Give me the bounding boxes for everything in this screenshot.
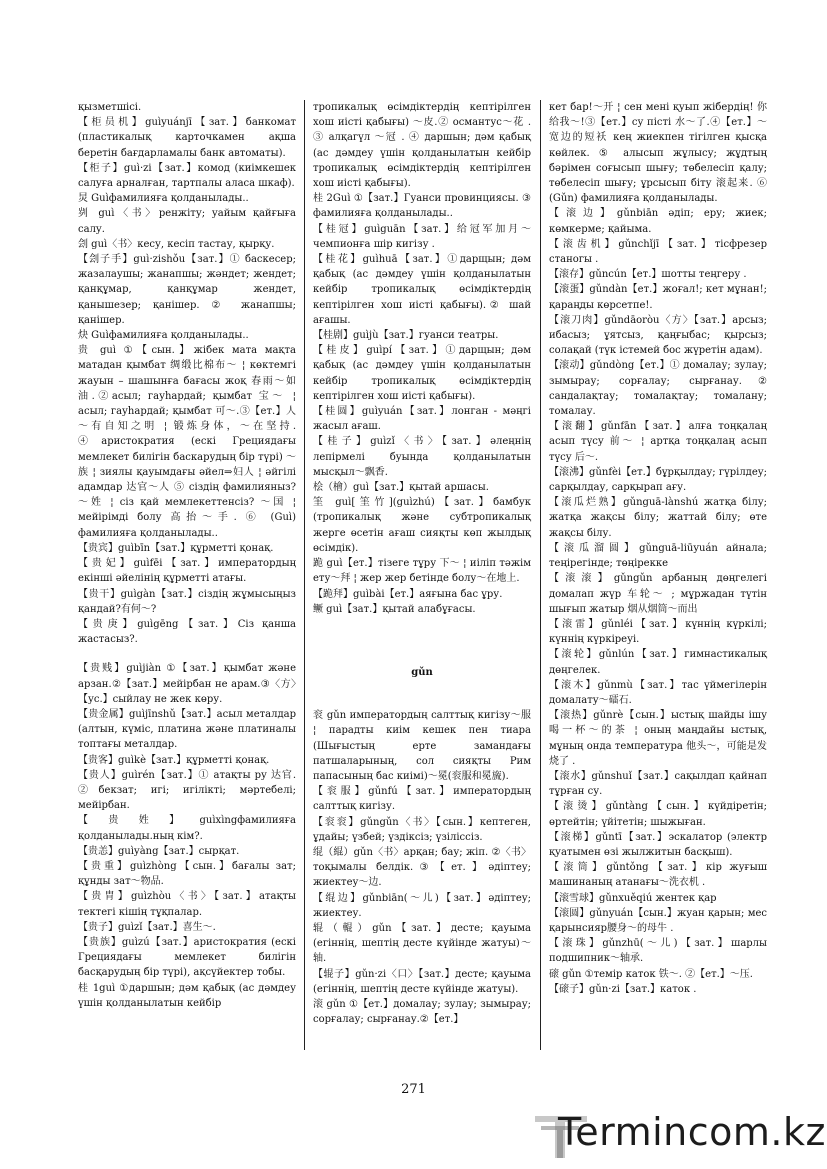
dictionary-column-2 <box>313 100 531 1027</box>
dictionary-entry: 【滚瓜溜圆】gǔnguā-liūyuán айнала; теңірегінде; төңірекке <box>549 542 767 570</box>
section-heading: gǔn <box>411 666 433 678</box>
dictionary-entry: 【贵庚】guìgēng【зат.】Сіз қанша жастасыз?. <box>78 618 296 646</box>
dictionary-entry: 【绲边】gǔnbiān(～儿)【зат.】әдіптеу; жиектеу. <box>313 892 531 919</box>
dictionary-entry: 【辊子】gǔn·zi〈口〉【зат.】десте; қауыма (егіннің, шептің десте күйінде жатуы). <box>313 968 531 995</box>
column-divider-right <box>540 100 541 1050</box>
dictionary-entry: 【滚圆】gǔnyuán【сын.】жуан қарын; мес қарынсияр腰身～的母牛 . <box>549 907 767 934</box>
watermark-text: Termincom.kz <box>558 1110 826 1154</box>
dictionary-entry: 炅 Guìфамилияға қолданылады.. <box>78 193 249 205</box>
dictionary-entry: 刽 guì〈书〉кесу, кесіп тастау, қырқу. <box>78 238 275 250</box>
dictionary-entry: 【柜子】guì·zi【зат.】комод (киімкешек салуға арналған, тартпалы аласа шкаф). <box>78 162 296 190</box>
dictionary-entry: 【滚雪球】gǔnxuěqiú жентек қар <box>549 892 717 904</box>
dictionary-entry: 绲（緄）gǔn〈书〉арқан; бау; жіп. ②〈书〉тоқымалы белдік.③【ет.】әдіптеу; жиектеу～边. <box>313 846 531 889</box>
dictionary-entry: 【贵宾】guìbīn【зат.】құрметті қонақ. <box>78 542 274 554</box>
dictionary-entry: 【贵胄】guìzhòu〈书〉【зат.】атақты тектегі кішің тұқпалар. <box>78 891 296 918</box>
dictionary-entry: 【滚轮】gǔnlún【зат.】гимнастикалық дөңгелек. <box>549 649 767 676</box>
dictionary-entry: 【滚水】gǔnshuǐ【зат.】сақылдап қайнап тұрған су. <box>549 770 767 798</box>
dictionary-entry: 【滚热】gǔnrè【сын.】ыстық шайды ішу 喝一杯～的茶 ¦ оның маңдайы ыстық, мұның онда температура 他头～，可能是发烧了 . <box>549 710 767 767</box>
dictionary-entry: 【滚梯】gǔntī【зат.】эскалатор (электр қуатымен өзі жылжитын басқыш). <box>549 831 767 858</box>
dictionary-entry: 【贵族】guìzú【зат.】аристократия (ескі Грециядағы мемлекет билігін басқарудың бір түрі), ақсүйектер тобы. <box>78 936 296 979</box>
dictionary-entry: 【桂圆】guìyuán【зат.】лонган - мәңгі жасыл ағаш. <box>313 406 531 433</box>
dictionary-entry: 【贵干】guìgàn【зат.】сіздің жұмысыңыз қандай?有何～? <box>78 588 296 615</box>
dictionary-entry: 【衮服】gǔnfú【зат.】императордың салттық кигізу. <box>313 786 531 813</box>
dictionary-entry: 【贵贱】guìjiàn ①【зат.】қымбат және арзан.②【зат.】мейірбан не арам.③〈方〉【ус.】сыйлау не жек көру. <box>78 663 296 705</box>
dictionary-entry: 炔 Guìфамилияға қолданылады.. <box>78 330 249 342</box>
dictionary-entry: 【贵重】guìzhòng【сын.】бағалы зат; құнды зат～物品. <box>78 860 296 888</box>
dictionary-entry: 跪 guì【ет.】тізеге тұру 下～ ¦ иіліп тәжім ету～拜 ¦ жер жер бетінде болу～在地上. <box>313 558 531 585</box>
dictionary-entry: 【贵妃】guìfēi【зат.】императордың екінші әйелінің құрметті атағы. <box>78 558 296 585</box>
dictionary-entry: 【贵恙】guìyàng【зат.】сырқат. <box>78 845 240 857</box>
dictionary-entry: 【滚沸】gǔnfèi【ет.】бұрқылдау; гүрілдеу; сарқылдау, сарқырап ағу. <box>549 466 767 494</box>
dictionary-entry: 【桂冠】guìguān【зат.】给冠军加月～ чемпионға шір кигізу . <box>313 223 531 250</box>
dictionary-entry: 桂 2Guì ①【зат.】Гуанси провинциясы. ③ фамилияға қолданылады.. <box>313 193 531 220</box>
dictionary-entry: кет бар!～开 ¦ сен мені қуып жібердің! 你给我～!③【ет.】су пісті 水～了.④【ет.】～宽边的短袄 кең жиекпен тігілген қысқа көйлек. ⑤ алысып жұлысу; жұдтың бәрімен соғысып шығу; төбелесіп қалу; төбелесіп шығу; ұрсысып біту 滚起来. ⑥ (Gǔn) фамилияға қолданылады. <box>549 102 767 205</box>
dictionary-entry: 滚 gǔn ①【ет.】домалау; зулау; зымырау; сорғалау; сырғанау.②【ет.】 <box>313 998 531 1026</box>
dictionary-entry: 【滚翻】gǔnfān【зат.】алға тоңқалаң асып түсу 前～ ¦ артқа тоңқалаң асып түсу 后～. <box>549 421 767 463</box>
dictionary-entry: 【桂皮】guìpí【зат.】①дарщын; дәм қабық (ас дәмдеу үшін қолданылатын кейбір тропикалық өсімдіктердің кептірілген хош иісті қабығы). <box>313 345 531 402</box>
column-divider-left <box>304 100 305 1050</box>
dictionary-entry: 衮 gǔn императордың салттық кигізу～服 ¦ парадты киім кешек пен тиара (Шығыстың ерте замандағы патшаларының, сол сияқты Рим папасының бас киімі)～冕(衮服和冕旒). <box>313 710 531 782</box>
dictionary-entry: 【滚齿机】gǔnchǐjī【зат.】тісфрезер станогы . <box>549 238 767 266</box>
dictionary-entry: 【柜员机】guìyuánjī【зат.】банкомат (пластикалық карточкамен ақша беретін бағдарламалы банк автоматы). <box>78 117 296 159</box>
dictionary-entry: 【刽子手】guì·zishǒu【зат.】① баскесер; жазалаушы; жанапшы; жәндет; жендет; қанқұмар, қанқұмар жендет, қанышезер; қанішер. ② жанапшы; қанішер. <box>78 254 296 326</box>
dictionary-entry: 【贵子】guìzǐ【зат.】喜生～. <box>78 921 216 933</box>
dictionary-entry: 【衮衮】gǔngǔn〈书〉【сын.】кептеген, ұдайы; үзбей; үздіксіз; үзіліссіз. <box>313 816 531 843</box>
dictionary-entry: 【桂子】guìzǐ〈书〉【зат.】әлеңнің лепірмелі буында қолданылатын мысқыл～飘香. <box>313 436 531 478</box>
dictionary-entry: 磙 gǔn ①темір каток 铁～. ②【ет.】～压. <box>549 968 753 980</box>
dictionary-entry: 【贵金属】guìjīnshǔ【зат.】асыл металдар (алтын, күміс, платина және платиналы топтағы металдар. <box>78 708 296 751</box>
dictionary-entry: 【滚雷】gǔnléi【зат.】күннің күркілі; күннің күркіреуі. <box>549 618 767 646</box>
dictionary-entry: 【滚动】gǔndòng【ет.】① домалау; зулау; зымырау; сорғалау; сырғанау.② сандалақтау; томалақтау; томалану; томалау. <box>549 360 767 418</box>
dictionary-entry: 桂 1guì ①даршын; дәм қабық (ас дәмдеу үшін қолданылатын кейбір <box>78 982 296 1009</box>
dictionary-entry: 【滚蛋】gǔndàn【ет.】жоғал!; кет мұнан!; қараңды көрсетпе!. <box>549 284 767 311</box>
dictionary-entry: 【桂剧】guìjù【зат.】гуанси театры. <box>313 330 499 342</box>
dictionary-entry: 【桂花】guìhuā【зат.】①дарщын; дәм қабық (ас дәмдеу үшін қолданылатын кейбір тропикалық өсімдіктердің кептірілген хош иісті қабығы).② шай ағашы. <box>313 254 531 326</box>
dictionary-entry: 【磙子】gǔn·zi【зат.】каток . <box>549 983 697 995</box>
dictionary-entry: 【贵人】guìrén【зат.】① атақты ру 达官. ②бекзат; игі; игілікті; мәртебелі; мейірбан. <box>78 769 296 812</box>
dictionary-entry: 【滚边】gǔnbiān әдіп; еру; жиек; көмкерме; қайыма. <box>549 208 767 235</box>
dictionary-entry: 【滚筒】gǔntǒng【зат.】кір жуғыш машинаның атанағы～洗衣机 . <box>549 862 767 889</box>
page-number: 271 <box>401 1082 426 1097</box>
dictionary-entry: 辊（輥）gǔn【зат.】десте; қауыма (егіннің, шептің десте күйінде жатуы)～轴. <box>313 922 531 965</box>
dictionary-column-3 <box>549 100 767 997</box>
dictionary-entry: 【滚刀肉】gǔndāoròu〈方〉【зат.】арсыз; ибасыз; ұятсыз, қаңғыбас; қырсыз; солақай (түк істемей бос жүретін адам). <box>549 314 767 357</box>
dictionary-entry: 【贵客】guìkè【зат.】құрметті қонақ. <box>78 754 270 766</box>
dictionary-entry: 筀 guì[筀竹](guìzhú)【зат.】бамбук (тропикалық және субтропикалық жерге өсетін ағаш сияқты көп жылдық өсімдік). <box>313 497 531 554</box>
dictionary-entry: 【滚木】gǔnmù【зат.】тас үймегілерін домалату～礌石. <box>549 679 767 706</box>
dictionary-entry: 刿 guì〈书〉ренжіту; уайым қайғыға салу. <box>78 208 296 235</box>
dictionary-entry: қызметшісі. <box>78 102 142 113</box>
dictionary-entry: 【滚瓜烂熟】gǔnguā-lànshú жатқа білу; жатқа жақсы білу; жаттай білу; өте жақсы білу. <box>549 497 767 539</box>
dictionary-entry: 【贵姓】guìxìngфамилияға қолданылады.ның кім?. <box>78 815 296 842</box>
dictionary-entry: 贵 guì ①【сын.】жібек мата мақта матадан қымбат 绸缎比棉布～ ¦ көктемгі жауын – шашынға бағасы жоқ 春雨～如油.②асыл; гауһардай; қымбат 宝～ ¦ асыл; гауһардай; қымбат 可～.③【ет.】人～有自知之明 ¦ 锻炼身体，～在坚持. ④аристократия (ескі Грециядағы мемлекет билігін баскарудың бір түрі) ～族 ¦ зиялы қауымдағы әйел⇒妇人 ¦ әйгілі адамдар 达官～人 ⑤ сіздің фамилияныз? ～姓 ¦ сіз қай мемлекеттенсіз? ～国 ¦ мейірімді болу 高抬～手. ⑥ (Guì) фамилияға қолданылады.. <box>78 345 296 539</box>
dictionary-entry: 鳜 guì【зат.】қытай алабұғасы. <box>313 603 476 615</box>
dictionary-entry: 【滚烫】gǔntàng【сын.】күйдіретін; өртейтін; үйітетін; шыжыған. <box>549 801 767 828</box>
dictionary-entry: 【滚存】gǔncún【ет.】шотты теңгеру . <box>549 269 747 281</box>
dictionary-entry: 【跪拜】guìbài【ет.】аяғына бас ұру. <box>313 588 503 600</box>
dictionary-entry: 桧（檜）guì【зат.】қытай аршасы. <box>313 482 489 494</box>
dictionary-entry: 【滚珠】gǔnzhū(～儿)【зат.】шарлы подшипник～轴承. <box>549 938 767 965</box>
dictionary-column-1 <box>78 100 296 1011</box>
dictionary-entry: 【滚滚】gǔngǔn арбаның дөңгелегі домалап жүр 车轮～ ; мұржадан түтін шығып жатыр 烟从烟筒～而出 <box>549 573 767 615</box>
dictionary-entry: тропикалық өсімдіктердің кептірілген хош иісті қабығы) ～皮.② османтус～花 . ③ алқагүл ～冠 . ④ даршын; дәм қабық (ас дәмдеу үшін қолданылатын кейбір тропикалық өсімдіктердің кептірілген хош иісті қабығы). <box>313 102 531 190</box>
